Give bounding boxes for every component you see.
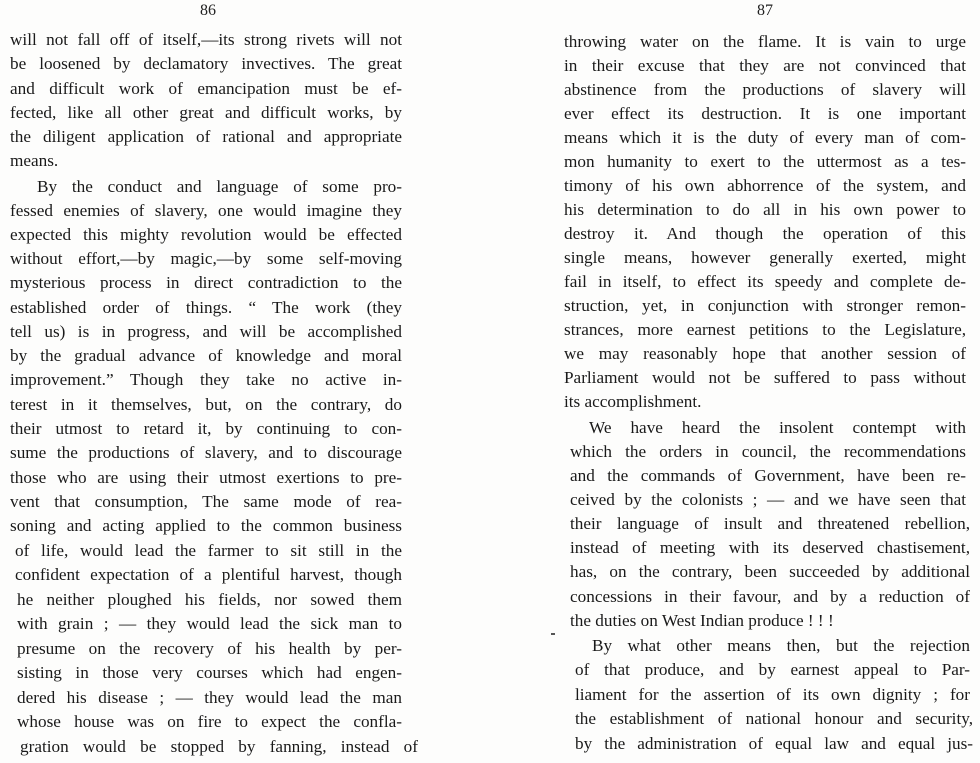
text-line: by the gradual advance of knowledge and moral <box>10 346 402 365</box>
text-line: be loosened by declamatory invectives. The great <box>10 54 402 73</box>
text-line: terest in it themselves, but, on the contrary, do <box>10 395 402 414</box>
text-line: concessions in their favour, and by a reduction of <box>570 587 970 606</box>
text-line: We have heard the insolent contempt with <box>589 418 966 437</box>
text-line: his determination to do all in his own power to <box>564 200 966 219</box>
text-line: those who are using their utmost exertions to pre- <box>10 468 402 487</box>
text-line: presume on the recovery of his health by per- <box>17 639 402 658</box>
text-line: means. <box>10 151 59 170</box>
text-line: expected this mighty revolution would be effected <box>10 225 402 244</box>
text-line: without effort,—by magic,—by some self-moving <box>10 249 402 268</box>
text-line: sisting in those very courses which had engen- <box>17 663 402 682</box>
text-line: mon humanity to exert to the uttermost as a tes- <box>564 152 966 171</box>
text-line: established order of things. “ The work (they <box>10 298 402 317</box>
text-line: their utmost to retard it, by continuing to con- <box>10 419 402 438</box>
text-line: means which it is the duty of every man of com- <box>564 128 966 147</box>
text-line: the duties on West Indian produce ! ! ! <box>570 611 834 630</box>
text-line: timony of his own abhorrence of the system, and <box>564 176 966 195</box>
text-line: in their excuse that they are not convinced that <box>564 56 966 75</box>
text-line: confident expectation of a plentiful harvest, though <box>15 565 402 584</box>
text-line: he neither ploughed his fields, nor sowed them <box>17 590 402 609</box>
text-line: its accomplishment. <box>564 392 702 411</box>
text-line: vent that consumption, The same mode of rea- <box>10 492 402 511</box>
text-line: strances, more earnest petitions to the Legislature, <box>564 320 966 339</box>
text-line: single means, however generally exerted, might <box>564 248 966 267</box>
text-line: Parliament would not be suffered to pass without <box>564 368 966 387</box>
text-line: the diligent application of rational and appropriate <box>10 127 402 146</box>
text-line: and the commands of Government, have been re- <box>570 466 966 485</box>
text-line: has, on the contrary, been succeeded by additional <box>570 562 970 581</box>
page-number: 87 <box>757 2 773 19</box>
text-line: mysterious process in direct contradiction to the <box>10 273 402 292</box>
text-line: destroy it. And though the operation of this <box>564 224 966 243</box>
text-line: throwing water on the flame. It is vain to urge <box>564 32 966 51</box>
right-page <box>555 0 980 763</box>
text-line: ever effect its destruction. It is one important <box>564 104 966 123</box>
text-line: fessed enemies of slavery, one would imagine they <box>10 201 402 220</box>
text-line: gration would be stopped by fanning, instead of <box>20 737 418 756</box>
text-line: the establishment of national honour and security, <box>575 709 973 728</box>
text-line: and difficult work of emancipation must be ef- <box>10 79 402 98</box>
text-line: instead of meeting with its deserved chastisement, <box>570 538 970 557</box>
text-line: with grain ; — they would lead the sick man to <box>17 614 402 633</box>
text-line: liament for the assertion of its own dignity ; for <box>575 685 970 704</box>
text-line: ceived by the colonists ; — and we have seen that <box>570 490 966 509</box>
text-line: struction, yet, in conjunction with stronger remon- <box>564 296 966 315</box>
text-line: abstinence from the productions of slavery will <box>564 80 966 99</box>
text-line: of that produce, and by earnest appeal to Par- <box>575 660 970 679</box>
text-line: By what other means then, but the rejection <box>592 636 970 655</box>
page-number: 86 <box>200 2 216 19</box>
text-line: soning and acting applied to the common business <box>10 516 402 535</box>
text-line: fected, like all other great and difficult works, by <box>10 103 402 122</box>
text-line: fail in itself, to effect its speedy and complete de- <box>564 272 966 291</box>
text-line: of life, would lead the farmer to sit still in the <box>15 541 402 560</box>
text-line: their language of insult and threatened rebellion, <box>570 514 970 533</box>
text-line: whose house was on fire to expect the confla- <box>17 712 402 731</box>
text-line: improvement.” Though they take no active in- <box>10 370 402 389</box>
text-line: dered his disease ; — they would lead the man <box>17 688 402 707</box>
text-line: which the orders in council, the recommendations <box>570 442 966 461</box>
text-line: sume the productions of slavery, and to discourage <box>10 443 402 462</box>
left-page <box>0 0 425 763</box>
text-line: we may reasonably hope that another session of <box>564 344 966 363</box>
text-line: By the conduct and language of some pro- <box>37 177 402 196</box>
text-line: tell us) is in progress, and will be accomplished <box>10 322 402 341</box>
text-line: by the administration of equal law and equal jus- <box>575 734 973 753</box>
text-line: will not fall off of itself,—its strong rivets will not <box>10 30 402 49</box>
